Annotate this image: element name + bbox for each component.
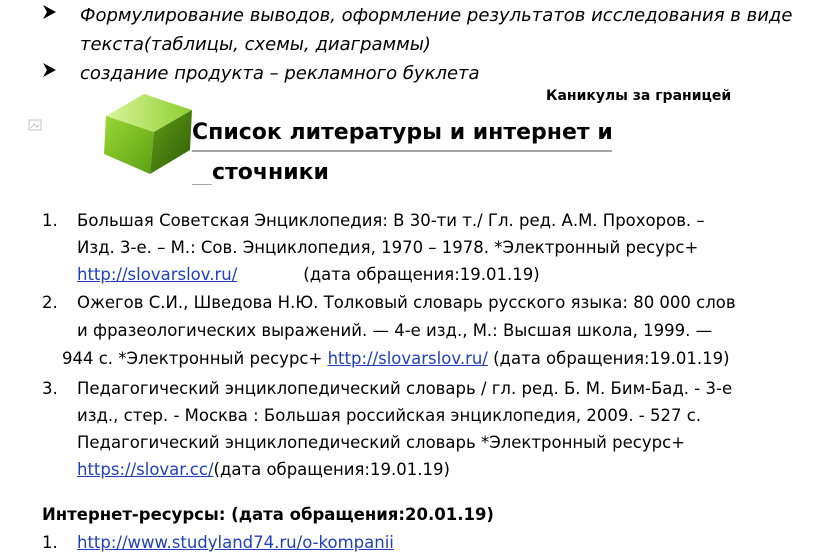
reference-link[interactable]: http://slovarslov.ru/	[327, 349, 488, 368]
green-cube-icon	[100, 88, 196, 176]
reference-text: 944 с. *Электронный ресурс+	[62, 349, 328, 368]
arrow-bullet-icon	[42, 2, 58, 29]
reference-line: Большая Советская Энциклопедия: В 30-ти т./ Гл. ред. А.М. Прохоров. –	[77, 211, 705, 230]
reference-access-date: (дата обращения:19.01.19)	[213, 460, 450, 479]
reference-number: 3.	[42, 379, 58, 398]
reference-link[interactable]: https://slovar.cc/	[77, 460, 214, 479]
reference-line: Ожегов С.И., Шведова Н.Ю. Толковый словарь русского языка: 80 000 слов	[77, 293, 736, 312]
reference-number: 2.	[42, 293, 58, 312]
arrow-bullet-icon	[42, 60, 58, 87]
reference-line: Педагогический энциклопедический словарь / гл. ред. Б. М. Бим-Бад. - 3-е	[77, 379, 733, 398]
title-divider	[192, 150, 612, 152]
reference-line	[62, 346, 730, 373]
reference-line	[77, 457, 450, 484]
placeholder-image-icon	[28, 118, 42, 135]
bullet-text-line1: создание продукта – рекламного буклета	[80, 63, 480, 84]
section-title-part2: сточники	[212, 160, 329, 185]
reference-line	[77, 262, 540, 289]
bullet-text-line2: текста(таблицы, схемы, диаграммы)	[80, 34, 431, 55]
reference-access-date: (дата обращения:19.01.19)	[303, 265, 540, 284]
resource-number: 1.	[42, 533, 58, 552]
reference-number: 1.	[42, 211, 58, 230]
header-caption: Каникулы за границей	[546, 88, 732, 104]
reference-line: Изд. 3-е. – М.: Сов. Энциклопедия, 1970 – 1978. *Электронный ресурс+	[77, 238, 699, 257]
section-title-continuation	[192, 158, 329, 188]
internet-resources-heading: Интернет-ресурсы: (дата обращения:20.01.19)	[42, 505, 494, 524]
reference-line: и фразеологических выражений. — 4-е изд., М.: Высшая школа, 1999. —	[77, 321, 713, 340]
reference-access-date: (дата обращения:19.01.19)	[487, 349, 730, 368]
reference-link[interactable]: http://slovarslov.ru/	[77, 265, 238, 284]
reference-line: изд., стер. - Москва : Большая российская энциклопедия, 2009. - 527 с.	[77, 406, 702, 425]
reference-line: Педагогический энциклопедический словарь *Электронный ресурс+	[77, 433, 685, 452]
title-underline	[192, 184, 212, 185]
resource-link[interactable]: http://www.studyland74.ru/o-kompanii	[77, 533, 394, 552]
section-title: Список литературы и интернет и	[192, 120, 613, 145]
bullet-text-line1: Формулирование выводов, оформление результатов исследования в виде	[80, 5, 793, 26]
